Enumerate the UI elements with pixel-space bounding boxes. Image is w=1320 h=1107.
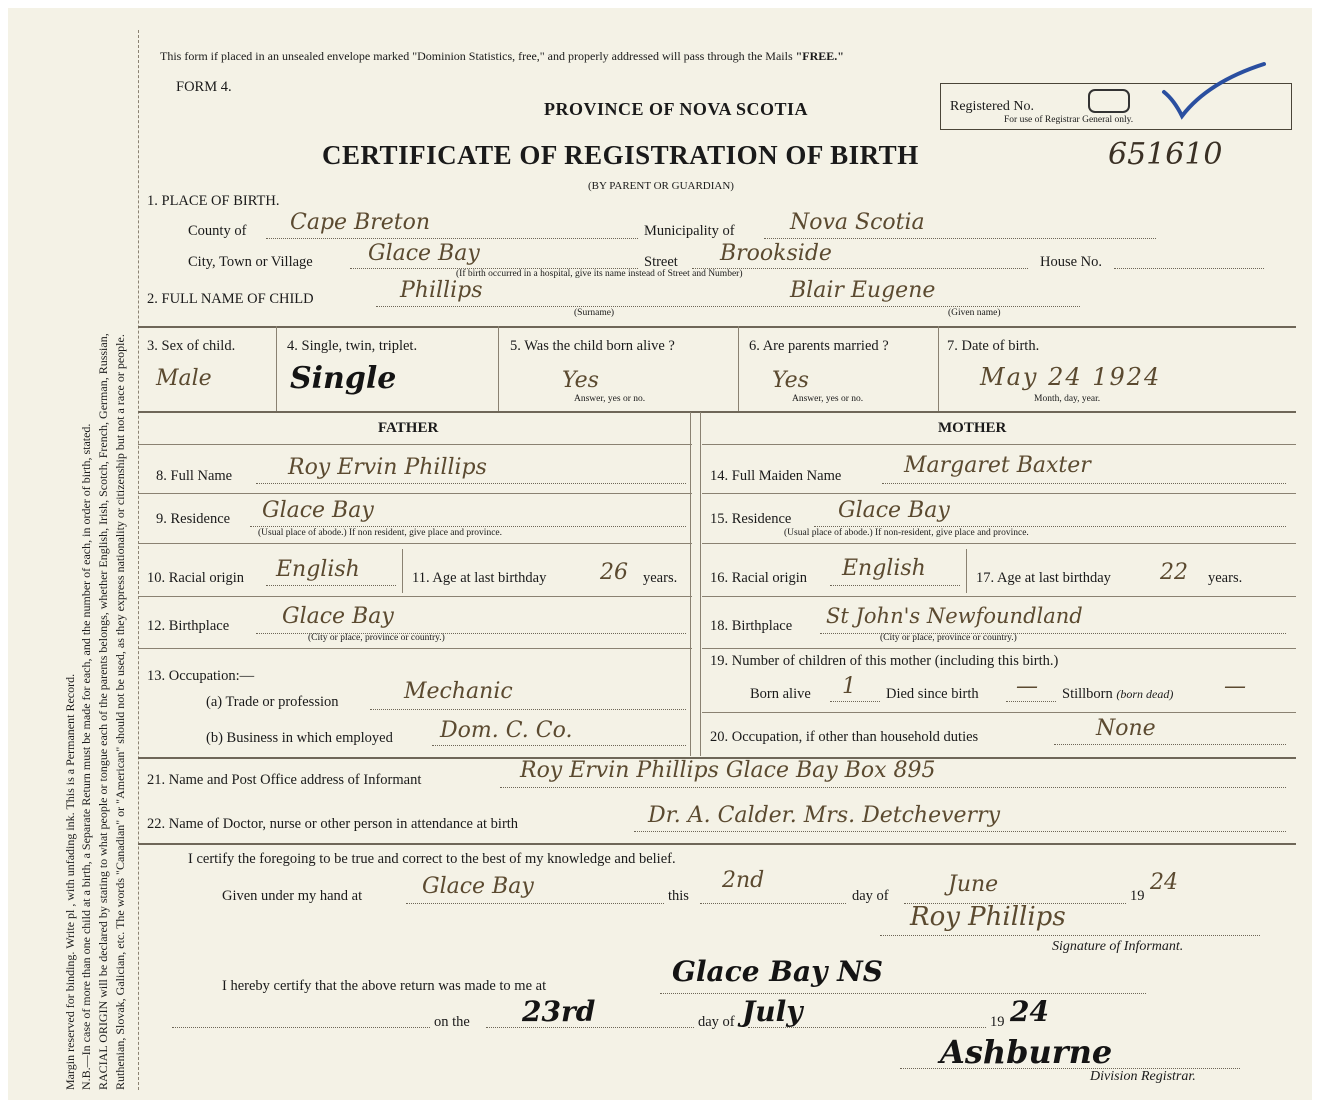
surname-caption: (Surname): [574, 308, 615, 318]
margin-note-multiple-births: N.B.—In case of more than one child at a birth, a Separate Return must be made for each, and the number of each, in order of birth, stated.: [79, 423, 93, 1090]
racial-age-divider-father: [402, 549, 403, 593]
parents-married-label: 6. Are parents married ?: [749, 338, 889, 354]
mother-heading-rule: [702, 444, 1296, 445]
stillborn-label: [1062, 687, 1173, 702]
registrar-use-note: For use of Registrar General only.: [1004, 115, 1134, 125]
registrar-statement: I hereby certify that the above return was made to me at: [222, 978, 547, 994]
mother-age-label: 17. Age at last birthday: [976, 570, 1111, 586]
row-top-rule: [138, 326, 1296, 328]
county-value: Cape Breton: [290, 210, 431, 235]
mother-rule-1: [702, 493, 1296, 494]
father-residence-line: [250, 526, 686, 527]
born-alive-label: 5. Was the child born alive ?: [510, 338, 675, 354]
father-age-value: 26: [600, 560, 628, 585]
mother-years: years.: [1208, 570, 1243, 586]
margin-note-racial-origin: RACIAL ORIGIN will be declared by stating to what people or tongue each of the parents belongs, whether English, Irish, Scotch, French, German, Russian,: [96, 333, 110, 1090]
mother-racial-line: [830, 585, 960, 586]
mother-age-value: 22: [1160, 560, 1188, 585]
column-divider-left: [690, 412, 691, 756]
given-day-value: 2nd: [722, 868, 765, 893]
trade-label: (a) Trade or profession: [206, 694, 339, 710]
trade-value: Mechanic: [404, 679, 513, 704]
father-rule-2: [138, 543, 692, 544]
registrar-place-line: [660, 993, 1146, 994]
dob-caption: Month, day, year.: [1034, 394, 1101, 404]
given-month-value: June: [948, 872, 999, 897]
certification-top-rule: [138, 843, 1296, 845]
father-racial-value: English: [276, 557, 360, 582]
died-since-birth-value: —: [1016, 674, 1038, 699]
registrar-year-prefix: 19: [990, 1014, 1005, 1030]
parents-married-value: Yes: [772, 368, 809, 393]
informant-signature: Roy Phillips: [910, 902, 1066, 932]
municipality-line: [764, 238, 1156, 239]
mother-racial-value: English: [842, 556, 926, 581]
stillborn-text: Stillborn: [1062, 686, 1113, 702]
row-divider-2: [498, 326, 499, 411]
row-divider-1: [276, 326, 277, 411]
doctor-line: [634, 831, 1286, 832]
municipality-label: Municipality of: [644, 223, 735, 239]
father-rule-4: [138, 648, 692, 649]
county-line: [266, 238, 638, 239]
margin-note-binding: Margin reserved for binding. Write pl , with unfading ink. This is a Permanent Record.: [63, 673, 77, 1090]
stillborn-value: —: [1224, 674, 1246, 699]
mother-residence-line: [814, 526, 1286, 527]
registration-stamp-icon: [1088, 89, 1130, 113]
column-divider-right: [700, 412, 701, 756]
father-birthplace-label: 12. Birthplace: [147, 618, 230, 634]
informant-signature-line: [880, 935, 1260, 936]
registrar-year-value: 24: [1010, 995, 1049, 1028]
informant-line: [500, 787, 1286, 788]
mother-occupation-label: 20. Occupation, if other than household duties: [710, 729, 979, 745]
house-number-label: House No.: [1040, 254, 1103, 270]
mother-name-value: Margaret Baxter: [904, 453, 1091, 478]
street-value: Brookside: [720, 241, 832, 266]
given-year-prefix: 19: [1130, 888, 1145, 904]
born-alive-value: Yes: [562, 368, 599, 393]
province-heading: PROVINCE OF NOVA SCOTIA: [544, 99, 809, 119]
registrar-place-line-2: [172, 1027, 430, 1028]
mother-occupation-value: None: [1096, 716, 1156, 741]
margin-note-racial-origin-cont: Ruthenian, Slovak, Galician, etc. The words "Canadian" or "American" should not be used, as they express nationality or citizenship but not a race or people.: [113, 334, 127, 1090]
died-since-birth-label: Died since birth: [886, 686, 979, 702]
father-years: years.: [643, 570, 678, 586]
father-birthplace-value: Glace Bay: [282, 604, 394, 629]
informant-value: Roy Ervin Phillips Glace Bay Box 895: [520, 758, 936, 783]
child-surname: Phillips: [400, 278, 483, 303]
doctor-label: 22. Name of Doctor, nurse or other person in attendance at birth: [147, 816, 519, 832]
dob-value: May 24 1924: [980, 363, 1162, 391]
row-divider-3: [738, 326, 739, 411]
given-name-caption: (Given name): [948, 308, 1001, 318]
trade-line: [370, 709, 686, 710]
mother-residence-value: Glace Bay: [838, 498, 950, 523]
born-alive-count-value: 1: [842, 674, 856, 699]
registrar-on-label: on the: [434, 1014, 470, 1030]
hospital-note: (If birth occurred in a hospital, give its name instead of Street and Number): [456, 269, 743, 279]
row-bottom-rule: [138, 411, 1296, 413]
registrar-dayof-label: day of: [698, 1014, 735, 1030]
mother-occupation-line: [1054, 744, 1286, 745]
registrar-place-value: Glace Bay NS: [672, 955, 883, 988]
single-value: Single: [290, 361, 397, 396]
occupation-label: 13. Occupation:—: [147, 668, 255, 684]
registered-label: Registered No.: [950, 99, 1034, 114]
mother-residence-label: 15. Residence: [710, 511, 792, 527]
born-alive-count-label: Born alive: [750, 686, 811, 702]
mother-birthplace-label: 18. Birthplace: [710, 618, 793, 634]
certificate-number: 651610: [1108, 137, 1223, 172]
county-label: County of: [188, 223, 247, 239]
registrar-caption: Division Registrar.: [1090, 1069, 1196, 1084]
born-alive-count-line: [830, 701, 880, 702]
binding-margin-line: [138, 30, 139, 1090]
municipality-value: Nova Scotia: [790, 210, 925, 235]
father-rule-1: [138, 493, 692, 494]
father-name-line: [256, 483, 686, 484]
informant-label: 21. Name and Post Office address of Informant: [147, 772, 422, 788]
street-label: Street: [644, 254, 678, 270]
father-heading: FATHER: [378, 420, 439, 436]
registrar-day-value: 23rd: [522, 995, 596, 1028]
father-birthplace-caption: (City or place, province or country.): [308, 633, 445, 643]
mother-rule-3: [702, 596, 1296, 597]
sex-value: Male: [156, 366, 212, 391]
mother-residence-caption: (Usual place of abode.) If non-resident, give place and province.: [784, 528, 1029, 538]
certificate-subtitle: (BY PARENT OR GUARDIAN): [588, 180, 734, 192]
single-label: 4. Single, twin, triplet.: [287, 338, 418, 354]
row-divider-4: [938, 326, 939, 411]
mother-racial-label: 16. Racial origin: [710, 570, 808, 586]
father-residence-label: 9. Residence: [156, 511, 231, 527]
mail-notice: [160, 50, 844, 62]
died-since-birth-line: [1006, 701, 1056, 702]
mother-birthplace-caption: (City or place, province or country.): [880, 633, 1017, 643]
father-age-label: 11. Age at last birthday: [412, 570, 547, 586]
mother-name-line: [882, 483, 1286, 484]
given-day-line: [700, 903, 846, 904]
mail-free: "FREE.": [795, 49, 844, 63]
racial-age-divider-mother: [966, 549, 967, 593]
given-place-value: Glace Bay: [422, 874, 534, 899]
father-racial-label: 10. Racial origin: [147, 570, 245, 586]
given-place-label: Given under my hand at: [222, 888, 363, 904]
mother-heading: MOTHER: [938, 420, 1007, 436]
check-mark-icon: [1160, 60, 1270, 130]
children-count-label: 19. Number of children of this mother (including this birth.): [710, 653, 1059, 669]
mother-rule-2: [702, 543, 1296, 544]
city-value: Glace Bay: [368, 241, 480, 266]
father-residence-caption: (Usual place of abode.) If non resident, give place and province.: [258, 528, 502, 538]
child-given-name: Blair Eugene: [790, 278, 936, 303]
father-residence-value: Glace Bay: [262, 498, 374, 523]
born-alive-caption: Answer, yes or no.: [574, 394, 646, 404]
house-number-line: [1114, 268, 1264, 269]
registrar-signature: Ashburne: [940, 1033, 1113, 1071]
mail-notice-text: This form if placed in an unsealed envelope marked "Dominion Statistics, free," and properly addressed will pass through the Mails: [160, 49, 793, 63]
father-rule-3: [138, 596, 692, 597]
business-value: Dom. C. Co.: [440, 718, 573, 743]
mother-rule-5: [702, 712, 1296, 713]
father-name-label: 8. Full Name: [156, 468, 233, 484]
business-label: (b) Business in which employed: [206, 730, 393, 746]
given-year-value: 24: [1150, 870, 1178, 895]
sex-label: 3. Sex of child.: [147, 338, 236, 354]
form-number: FORM 4.: [176, 79, 232, 95]
certificate-title: CERTIFICATE OF REGISTRATION OF BIRTH: [322, 140, 919, 170]
mother-birthplace-value: St John's Newfoundland: [826, 604, 1083, 628]
mother-name-label: 14. Full Maiden Name: [710, 468, 842, 484]
doctor-value: Dr. A. Calder. Mrs. Detcheverry: [648, 803, 1001, 828]
place-of-birth-heading: 1. PLACE OF BIRTH.: [147, 193, 280, 209]
given-place-line: [406, 903, 664, 904]
registrar-month-value: July: [742, 995, 803, 1028]
father-racial-line: [266, 585, 396, 586]
given-dayof-label: day of: [852, 888, 889, 904]
father-name-value: Roy Ervin Phillips: [288, 455, 487, 480]
city-label: City, Town or Village: [188, 254, 313, 270]
father-heading-rule: [138, 444, 692, 445]
parents-married-caption: Answer, yes or no.: [792, 394, 864, 404]
given-this-label: this: [668, 888, 689, 904]
business-line: [432, 745, 686, 746]
child-name-line: [376, 306, 1080, 307]
stillborn-note: (born dead): [1116, 687, 1174, 701]
certify-statement: I certify the foregoing to be true and correct to the best of my knowledge and belief.: [188, 851, 676, 867]
child-name-label: 2. FULL NAME OF CHILD: [147, 291, 314, 307]
dob-label: 7. Date of birth.: [947, 338, 1040, 354]
mother-rule-4: [702, 648, 1296, 649]
informant-signature-caption: Signature of Informant.: [1052, 939, 1184, 954]
